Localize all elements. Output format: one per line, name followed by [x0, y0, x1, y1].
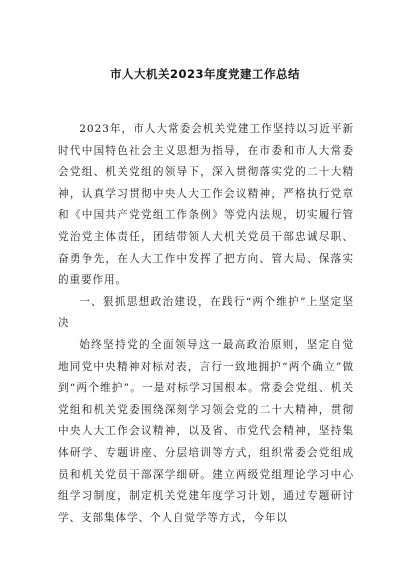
- paragraph-section-1: 始终坚持党的全面领导这一最高政治原则，坚定自觉地同党中央精神对标对表，言行一致地拥护“两个确立”做到“两个维护”。一是对标学习国根本。常委会党组、机关党组和机关党委围绕深刻学习领会党的二十大精神，贯彻中央人大工作会议精神，以及省、市党代会精神，坚持集体研学、专题讲座、分层培训等方式，组织常委会党组成员和机关党员干部深学细研。建立两级党组理论学习中心组学习制度，制定机关党建年度学习计划，通过专题研讨学、支部集体学、个人自觉学等方式，今年以: [58, 338, 354, 524]
- document-title: 市人大机关2023年度党建工作总结: [109, 67, 300, 81]
- paragraph-intro: 2023年，市人大常委会机关党建工作坚持以习近平新时代中国特色社会主义思想为指导，在市委和市人大常委会党组、机关党组的领导下，深入贯彻落实党的二十大精神，认真学习贯彻中央人大工作会议精神，严格执行党章和《中国共产党党组工作条例》等党内法规，切实履行管党治党主体责任，团结带领人大机关党员干部忠诚尽职、奋勇争先，在人大工作中发挥了把方向、管大局、保落实的重要作用。: [58, 123, 354, 287]
- document-body: [58, 119, 354, 529]
- section-heading-1: 一、狠抓思想政治建设，在践行“两个维护”上坚定坚决: [58, 295, 354, 330]
